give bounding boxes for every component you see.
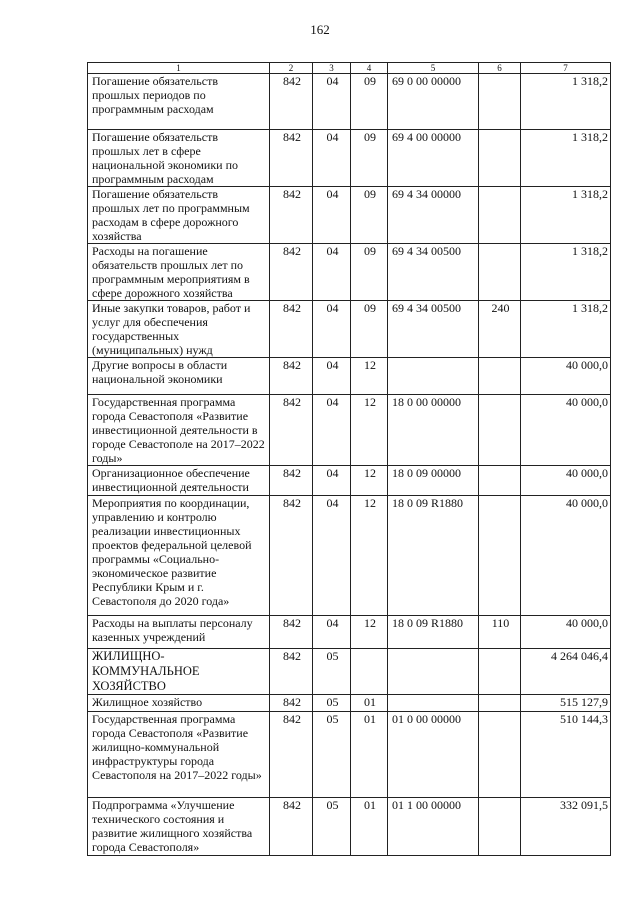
row-target-article: 69 4 34 00500 xyxy=(388,301,479,358)
row-section: 05 xyxy=(313,798,351,856)
row-section: 04 xyxy=(313,616,351,649)
row-expense-type xyxy=(479,130,521,187)
row-target-article: 18 0 09 R1880 xyxy=(388,496,479,616)
header-col-1: 1 xyxy=(88,63,270,74)
table-row xyxy=(88,395,611,466)
row-grbs: 842 xyxy=(270,496,313,616)
page-number: 162 xyxy=(310,22,330,37)
row-expense-type xyxy=(479,358,521,395)
row-target-article: 69 4 34 00500 xyxy=(388,244,479,301)
row-amount: 1 318,2 xyxy=(521,301,611,358)
row-subsection: 12 xyxy=(351,358,388,395)
row-amount: 1 318,2 xyxy=(521,74,611,130)
row-expense-type xyxy=(479,187,521,244)
row-amount: 40 000,0 xyxy=(521,496,611,616)
row-amount: 40 000,0 xyxy=(521,395,611,466)
row-target-article: 69 4 00 00000 xyxy=(388,130,479,187)
row-subsection: 12 xyxy=(351,395,388,466)
header-col-6: 6 xyxy=(479,63,521,74)
row-expense-type xyxy=(479,649,521,695)
row-section: 04 xyxy=(313,496,351,616)
row-target-article: 18 0 09 R1880 xyxy=(388,616,479,649)
row-target-article xyxy=(388,649,479,695)
table-row xyxy=(88,301,611,358)
row-name: Организационное обеспечение инвестиционной деятельности xyxy=(88,466,270,496)
row-name: Погашение обязательств прошлых лет в сфере национальной экономики по программным расходам xyxy=(88,130,270,187)
row-amount: 332 091,5 xyxy=(521,798,611,856)
table-row xyxy=(88,695,611,712)
row-amount: 40 000,0 xyxy=(521,466,611,496)
table-row xyxy=(88,244,611,301)
row-amount: 515 127,9 xyxy=(521,695,611,712)
row-section: 05 xyxy=(313,712,351,798)
table-row xyxy=(88,712,611,798)
row-section: 04 xyxy=(313,301,351,358)
budget-table xyxy=(87,62,611,856)
header-col-7: 7 xyxy=(521,63,611,74)
row-grbs: 842 xyxy=(270,187,313,244)
row-amount: 1 318,2 xyxy=(521,187,611,244)
header-col-2: 2 xyxy=(270,63,313,74)
table-row xyxy=(88,74,611,130)
row-name: Подпрограмма «Улучшение технического состояния и развитие жилищного хозяйства города Севастополя» xyxy=(88,798,270,856)
row-target-article: 18 0 09 00000 xyxy=(388,466,479,496)
row-grbs: 842 xyxy=(270,466,313,496)
row-amount: 510 144,3 xyxy=(521,712,611,798)
table-row xyxy=(88,798,611,856)
row-expense-type xyxy=(479,798,521,856)
row-section: 04 xyxy=(313,74,351,130)
row-subsection: 12 xyxy=(351,466,388,496)
table-row xyxy=(88,496,611,616)
row-section: 04 xyxy=(313,358,351,395)
table-row xyxy=(88,130,611,187)
row-name: Жилищное хозяйство xyxy=(88,695,270,712)
row-name: Государственная программа города Севастополя «Развитие инвестиционной деятельности в городе Севастополе на 2017–2022 годы» xyxy=(88,395,270,466)
row-target-article: 69 4 34 00000 xyxy=(388,187,479,244)
row-target-article: 01 1 00 00000 xyxy=(388,798,479,856)
row-expense-type xyxy=(479,695,521,712)
row-subsection: 09 xyxy=(351,187,388,244)
table-row xyxy=(88,187,611,244)
row-section: 04 xyxy=(313,244,351,301)
table-row xyxy=(88,616,611,649)
row-subsection: 09 xyxy=(351,130,388,187)
row-grbs: 842 xyxy=(270,649,313,695)
header-col-4: 4 xyxy=(351,63,388,74)
row-subsection: 12 xyxy=(351,616,388,649)
table-row xyxy=(88,649,611,695)
row-grbs: 842 xyxy=(270,616,313,649)
row-subsection xyxy=(351,649,388,695)
row-target-article xyxy=(388,358,479,395)
row-grbs: 842 xyxy=(270,395,313,466)
row-section: 04 xyxy=(313,395,351,466)
row-grbs: 842 xyxy=(270,358,313,395)
row-name: Расходы на погашение обязательств прошлых лет по программным мероприятиям в сфере дорожного хозяйства xyxy=(88,244,270,301)
row-expense-type xyxy=(479,466,521,496)
row-target-article: 69 0 00 00000 xyxy=(388,74,479,130)
row-expense-type: 110 xyxy=(479,616,521,649)
row-amount: 1 318,2 xyxy=(521,244,611,301)
row-section: 04 xyxy=(313,187,351,244)
row-target-article: 01 0 00 00000 xyxy=(388,712,479,798)
table-row xyxy=(88,358,611,395)
row-name: Погашение обязательств прошлых лет по программным расходам в сфере дорожного хозяйства xyxy=(88,187,270,244)
row-grbs: 842 xyxy=(270,130,313,187)
row-expense-type xyxy=(479,395,521,466)
row-name: ЖИЛИЩНО-КОММУНАЛЬНОЕ ХОЗЯЙСТВО xyxy=(88,649,270,695)
header-col-5: 5 xyxy=(388,63,479,74)
row-expense-type xyxy=(479,244,521,301)
row-expense-type xyxy=(479,712,521,798)
row-amount: 40 000,0 xyxy=(521,616,611,649)
row-section: 04 xyxy=(313,466,351,496)
row-grbs: 842 xyxy=(270,74,313,130)
row-subsection: 12 xyxy=(351,496,388,616)
table-header-row xyxy=(88,63,611,74)
row-expense-type xyxy=(479,496,521,616)
row-target-article xyxy=(388,695,479,712)
row-subsection: 01 xyxy=(351,695,388,712)
row-expense-type: 240 xyxy=(479,301,521,358)
row-subsection: 09 xyxy=(351,244,388,301)
row-amount: 1 318,2 xyxy=(521,130,611,187)
row-grbs: 842 xyxy=(270,712,313,798)
table-row xyxy=(88,466,611,496)
row-target-article: 18 0 00 00000 xyxy=(388,395,479,466)
row-subsection: 09 xyxy=(351,301,388,358)
row-name: Другие вопросы в области национальной экономики xyxy=(88,358,270,395)
row-name: Мероприятия по координации, управлению и контролю реализации инвестиционных проектов федеральной целевой программы «Социально-экономическое развитие Республики Крым и г. Севастополя до 2020 года» xyxy=(88,496,270,616)
row-section: 05 xyxy=(313,695,351,712)
row-name: Иные закупки товаров, работ и услуг для обеспечения государственных (муниципальных) нужд xyxy=(88,301,270,358)
row-grbs: 842 xyxy=(270,695,313,712)
row-name: Погашение обязательств прошлых периодов по программным расходам xyxy=(88,74,270,130)
row-amount: 40 000,0 xyxy=(521,358,611,395)
row-subsection: 01 xyxy=(351,798,388,856)
header-col-3: 3 xyxy=(313,63,351,74)
row-grbs: 842 xyxy=(270,244,313,301)
row-name: Государственная программа города Севастополя «Развитие жилищно-коммунальной инфраструктуры города Севастополя на 2017–2022 годы» xyxy=(88,712,270,798)
row-grbs: 842 xyxy=(270,798,313,856)
row-section: 05 xyxy=(313,649,351,695)
row-name: Расходы на выплаты персоналу казенных учреждений xyxy=(88,616,270,649)
row-expense-type xyxy=(479,74,521,130)
row-amount: 4 264 046,4 xyxy=(521,649,611,695)
row-section: 04 xyxy=(313,130,351,187)
row-subsection: 01 xyxy=(351,712,388,798)
row-subsection: 09 xyxy=(351,74,388,130)
row-grbs: 842 xyxy=(270,301,313,358)
